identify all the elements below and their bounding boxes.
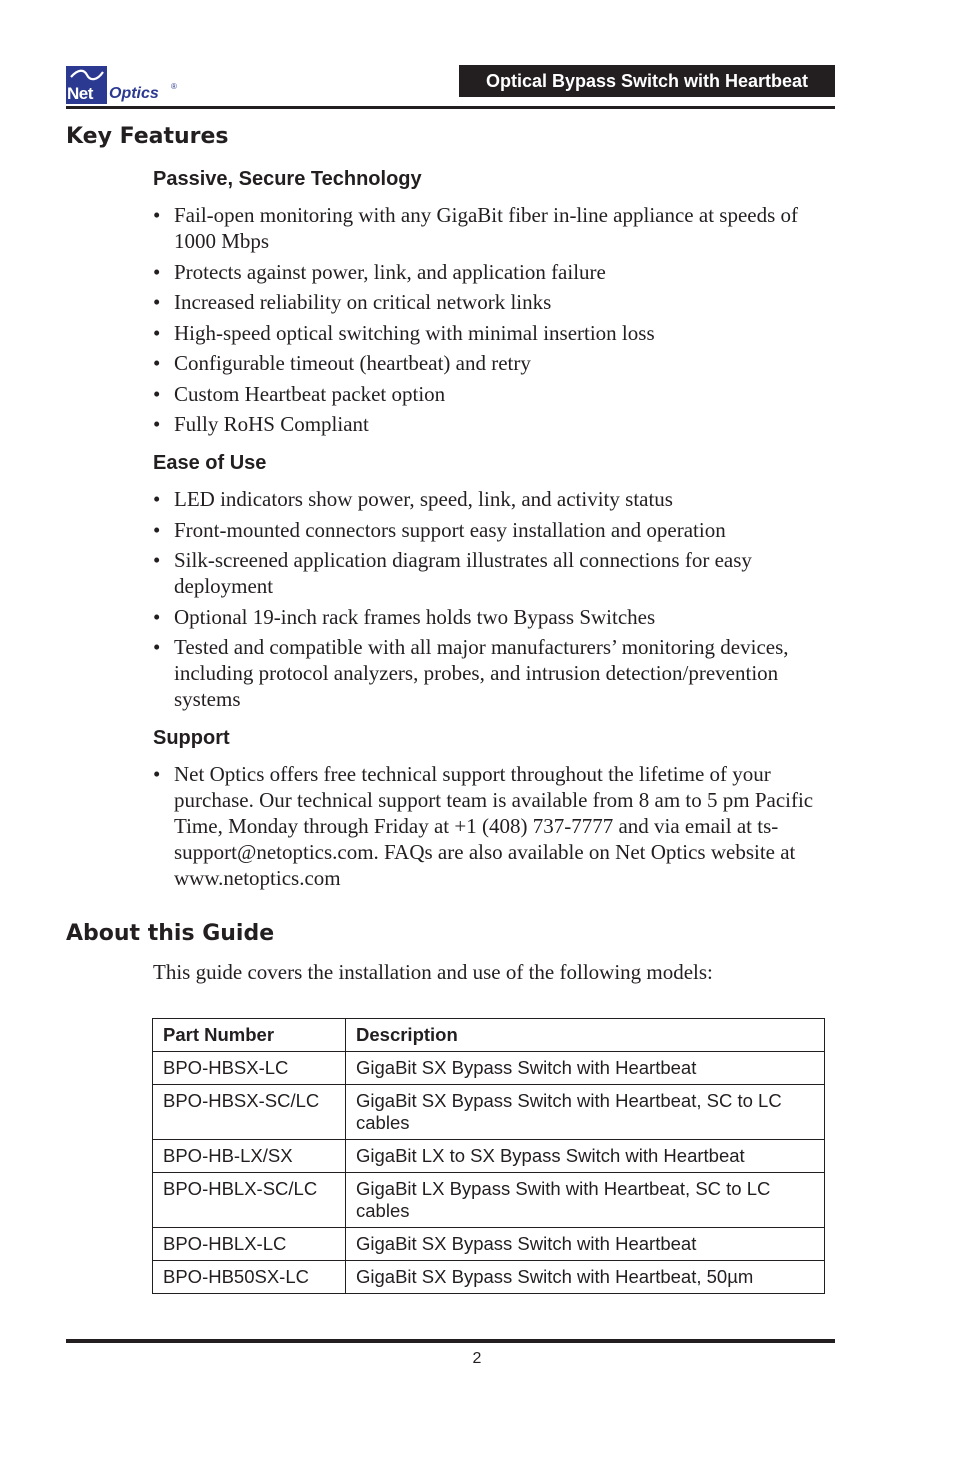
support-list bbox=[153, 761, 843, 896]
description-cell: GigaBit SX Bypass Switch with Heartbeat bbox=[346, 1228, 825, 1261]
passive-secure-heading: Passive, Secure Technology bbox=[153, 168, 422, 190]
logo-optics-text: Optics bbox=[109, 85, 159, 102]
about-guide-intro: This guide covers the installation and use of the following models: bbox=[153, 960, 713, 984]
list-item: • Optional 19-inch rack frames holds two Bypass Switches bbox=[153, 604, 843, 630]
table-row bbox=[153, 1140, 825, 1173]
part-number-cell: BPO-HBLX-SC/LC bbox=[153, 1173, 346, 1228]
description-cell: GigaBit LX Bypass Swith with Heartbeat, SC to LC cables bbox=[346, 1173, 825, 1228]
part-number-cell: BPO-HB-LX/SX bbox=[153, 1140, 346, 1173]
table-header-row bbox=[153, 1019, 825, 1052]
logo-net-text: Net bbox=[67, 84, 93, 103]
list-item: • Custom Heartbeat packet option bbox=[153, 381, 843, 407]
logo-mark bbox=[66, 66, 107, 104]
list-item: • Silk-screened application diagram illustrates all connections for easy deployment bbox=[153, 547, 843, 599]
table-row bbox=[153, 1228, 825, 1261]
list-item: • High-speed optical switching with minimal insertion loss bbox=[153, 320, 843, 346]
part-number-cell: BPO-HBLX-LC bbox=[153, 1228, 346, 1261]
models-table bbox=[152, 1018, 825, 1294]
registered-mark: ® bbox=[171, 82, 177, 91]
description-cell: GigaBit LX to SX Bypass Switch with Heartbeat bbox=[346, 1140, 825, 1173]
footer-rule bbox=[66, 1339, 835, 1343]
table-row bbox=[153, 1261, 825, 1294]
description-cell: GigaBit SX Bypass Switch with Heartbeat bbox=[346, 1052, 825, 1085]
table-row bbox=[153, 1173, 825, 1228]
part-number-cell: BPO-HBSX-LC bbox=[153, 1052, 346, 1085]
list-item: • Increased reliability on critical network links bbox=[153, 289, 843, 315]
page-number: 2 bbox=[472, 1350, 482, 1367]
list-item: • Protects against power, link, and application failure bbox=[153, 259, 843, 285]
header-title: Optical Bypass Switch with Heartbeat bbox=[459, 65, 835, 97]
key-features-heading: Key Features bbox=[66, 124, 229, 149]
table-row bbox=[153, 1052, 825, 1085]
net-optics-logo bbox=[66, 66, 186, 104]
column-header-description: Description bbox=[346, 1019, 825, 1052]
ease-of-use-heading: Ease of Use bbox=[153, 452, 267, 474]
passive-secure-list bbox=[153, 202, 843, 442]
part-number-cell: BPO-HB50SX-LC bbox=[153, 1261, 346, 1294]
table-row bbox=[153, 1085, 825, 1140]
list-item: • Net Optics offers free technical support throughout the lifetime of your purchase. Our technical support team is available from 8 am to 5 pm Pacific Time, Monday through Friday at +1 (408) 737-7777 and via email at ts-support@netoptics.com. FAQs are also available on Net Optics website at www.netoptics.com bbox=[153, 761, 843, 891]
description-cell: GigaBit SX Bypass Switch with Heartbeat, 50µm bbox=[346, 1261, 825, 1294]
description-cell: GigaBit SX Bypass Switch with Heartbeat, SC to LC cables bbox=[346, 1085, 825, 1140]
ease-of-use-list bbox=[153, 486, 843, 717]
list-item: • Configurable timeout (heartbeat) and retry bbox=[153, 350, 843, 376]
about-guide-heading: About this Guide bbox=[66, 921, 275, 946]
part-number-cell: BPO-HBSX-SC/LC bbox=[153, 1085, 346, 1140]
header-rule bbox=[66, 106, 835, 109]
list-item: • LED indicators show power, speed, link, and activity status bbox=[153, 486, 843, 512]
list-item: • Fully RoHS Compliant bbox=[153, 411, 843, 437]
wave-icon bbox=[69, 68, 105, 82]
column-header-part-number: Part Number bbox=[153, 1019, 346, 1052]
support-heading: Support bbox=[153, 727, 230, 749]
list-item: • Fail-open monitoring with any GigaBit fiber in-line appliance at speeds of 1000 Mbps bbox=[153, 202, 843, 254]
list-item: • Tested and compatible with all major manufacturers’ monitoring devices, including protocol analyzers, probes, and intrusion detection/prevention systems bbox=[153, 634, 843, 712]
list-item: • Front-mounted connectors support easy installation and operation bbox=[153, 517, 843, 543]
